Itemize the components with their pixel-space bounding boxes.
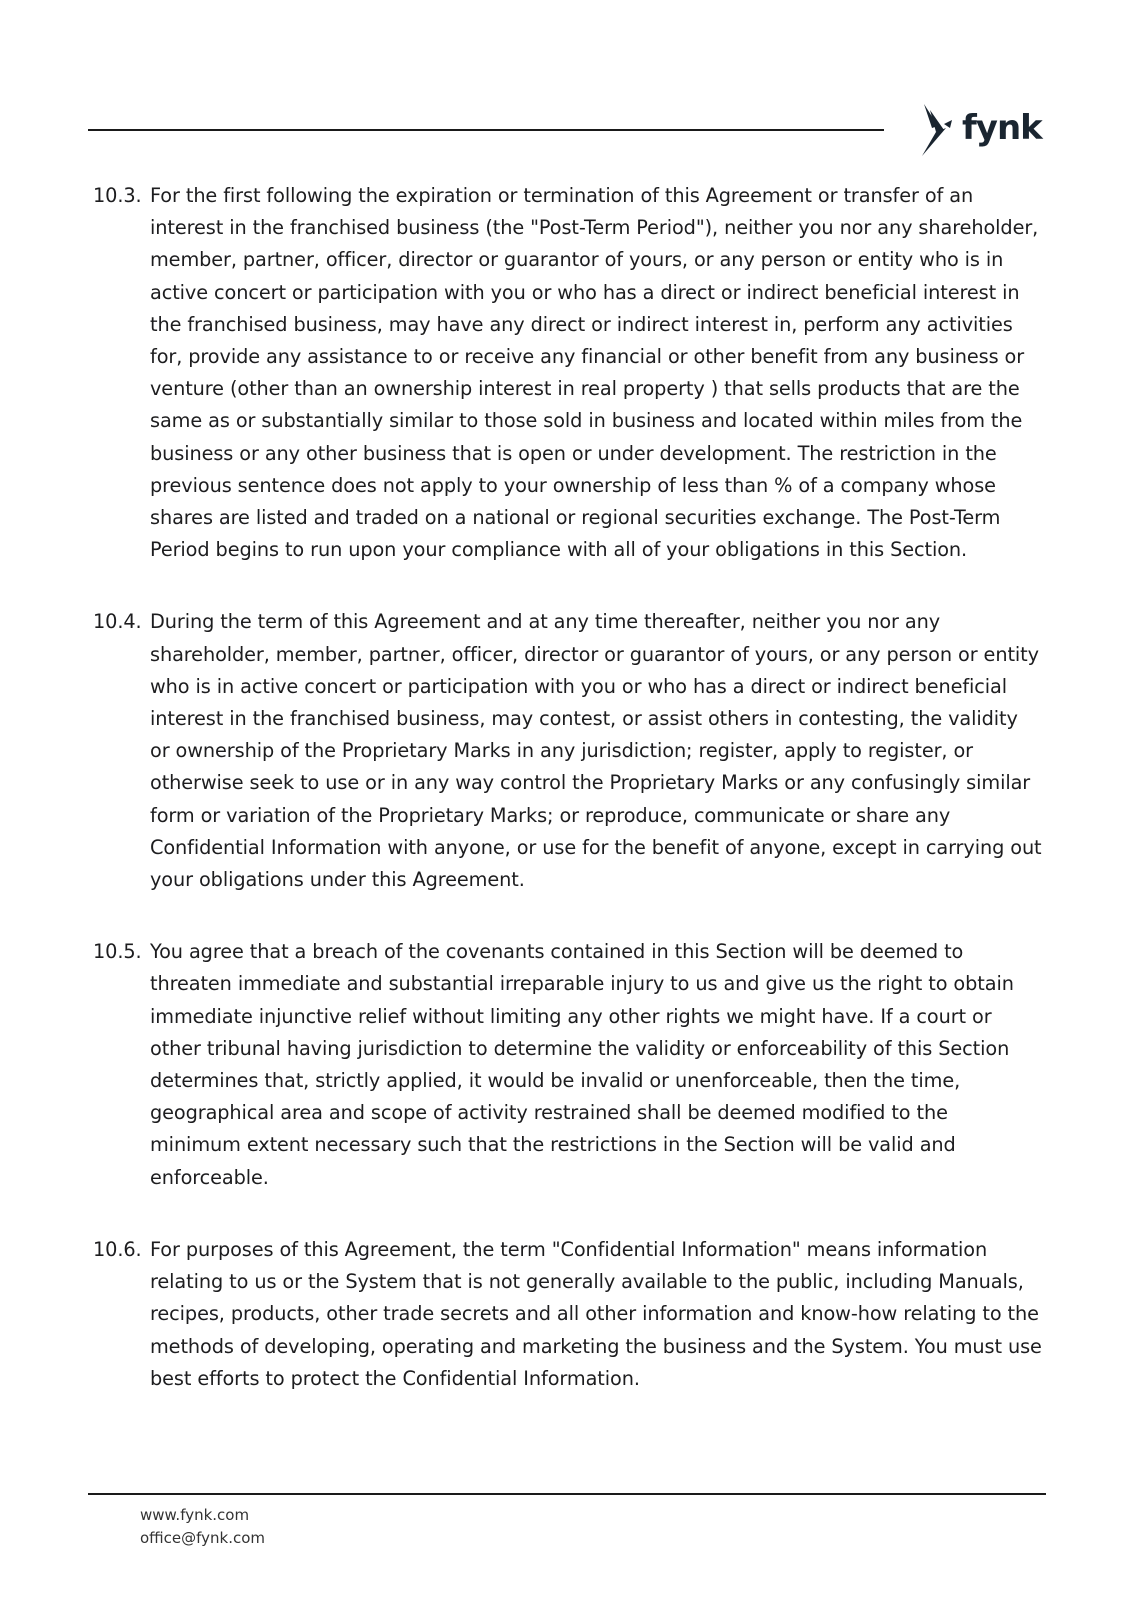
document-body xyxy=(93,180,1043,1435)
clause-10-4 xyxy=(93,606,1043,896)
fynk-logo xyxy=(918,104,1042,156)
clause-text: For the first following the expiration or termination of this Agreement or transfer of an interest in the franchised business (the "Post-Term Period"), neither you nor any shareholder, member, partner, officer, director or guarantor of yours, or any person or entity who is in active concert or participation with you or who has a direct or indirect beneficial interest in the franchised business, may have any direct or indirect interest in, perform any activities for, provide any assistance to or receive any financial or other benefit from any business or venture (other than an ownership interest in real property ) that sells products that are the same as or substantially similar to those sold in business and located within miles from the business or any other business that is open or under development. The restriction in the previous sentence does not apply to your ownership of less than % of a company whose shares are listed and traded on a national or regional securities exchange. The Post-Term Period begins to run upon your compliance with all of your obligations in this Section. xyxy=(150,184,1039,562)
footer-divider xyxy=(88,1493,1046,1495)
footer-email-link[interactable]: office@fynk.com xyxy=(140,1529,266,1547)
clause-10-5 xyxy=(93,936,1043,1194)
footer-website-link[interactable]: www.fynk.com xyxy=(140,1506,250,1524)
clause-10-6 xyxy=(93,1234,1043,1395)
logo-wordmark: fynk xyxy=(962,108,1042,148)
clause-number: 10.6. xyxy=(93,1237,142,1261)
clause-number: 10.4. xyxy=(93,610,142,634)
fynk-bird-icon xyxy=(918,104,962,156)
clause-text: For purposes of this Agreement, the term "Confidential Information" means information relating to us or the System that is not generally available to the public, including Manuals, recipes, products, other trade secrets and all other information and know-how relating to the methods of developing, operating and marketing the business and the System. You must use best efforts to protect the Confidential Information. xyxy=(150,1237,1042,1390)
clause-text: During the term of this Agreement and at any time thereafter, neither you nor any shareholder, member, partner, officer, director or guarantor of yours, or any person or entity who is in active concert or participation with you or who has a direct or indirect beneficial interest in the franchised business, may contest, or assist others in contesting, the validity or ownership of the Proprietary Marks in any jurisdiction; register, apply to register, or otherwise seek to use or in any way control the Proprietary Marks or any confusingly similar form or variation of the Proprietary Marks; or reproduce, communicate or share any Confidential Information with anyone, or use for the benefit of anyone, except in carrying out your obligations under this Agreement. xyxy=(150,610,1042,892)
header-divider xyxy=(88,129,884,131)
footer-contact xyxy=(140,1504,265,1550)
clause-10-3 xyxy=(93,180,1043,566)
clause-number: 10.5. xyxy=(93,940,142,964)
clause-text: You agree that a breach of the covenants contained in this Section will be deemed to threaten immediate and substantial irreparable injury to us and give us the right to obtain immediate injunctive relief without limiting any other rights we might have. If a court or other tribunal having jurisdiction to determine the validity or enforceability of this Section determines that, strictly applied, it would be invalid or unenforceable, then the time, geographical area and scope of activity restrained shall be deemed modified to the minimum extent necessary such that the restrictions in the Section will be valid and enforceable. xyxy=(150,940,1014,1189)
clause-number: 10.3. xyxy=(93,184,142,207)
